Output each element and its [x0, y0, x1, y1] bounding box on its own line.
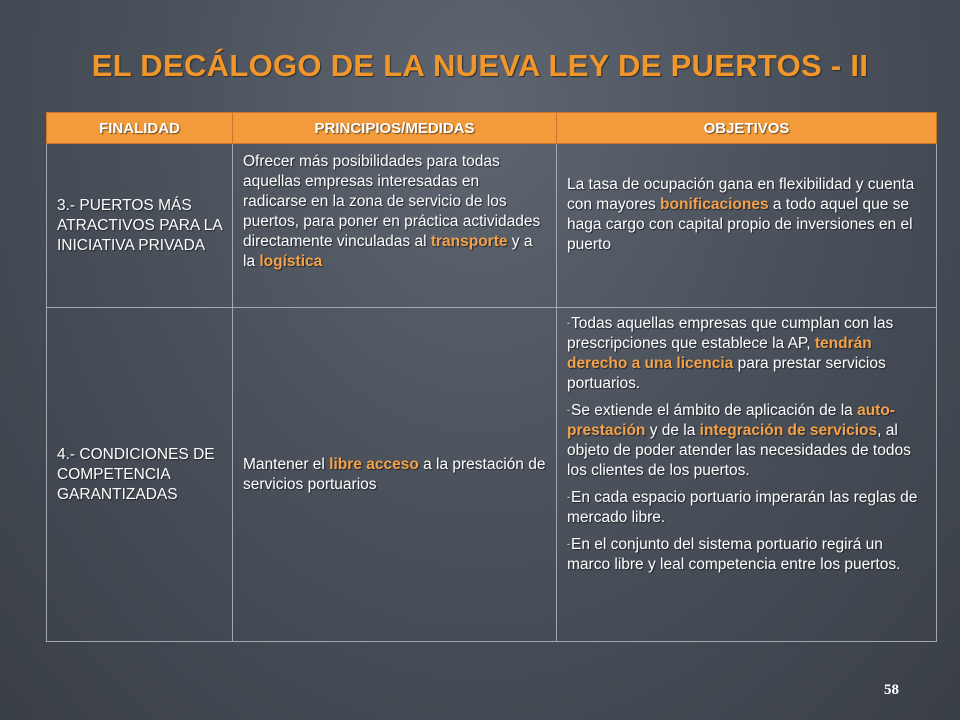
- table-row: [47, 308, 937, 642]
- highlight-libre-acceso: libre acceso: [329, 455, 419, 473]
- highlight-logistica: logística: [259, 253, 323, 270]
- objetivo-text: para prestar servicios portuarios.: [567, 355, 886, 392]
- objetivo-item: [567, 313, 926, 394]
- page-number: 58: [884, 682, 899, 698]
- principios-cell: [233, 308, 557, 642]
- highlight-licencia: tendrán derecho a una licencia: [567, 335, 872, 372]
- bullet-dash: -: [567, 539, 570, 549]
- highlight-bonificaciones: bonificaciones: [660, 195, 769, 213]
- finalidad-text: 4.- CONDICIONES DE COMPETENCIA GARANTIZADAS: [57, 445, 215, 503]
- page-title: EL DECÁLOGO DE LA NUEVA LEY DE PUERTOS - II: [91, 48, 869, 83]
- bullet-dash: -: [567, 405, 570, 415]
- highlight-transporte: transporte: [430, 233, 508, 250]
- objetivos-text: a todo aquel que se haga cargo con capital propio de inversiones en el puerto: [567, 195, 913, 253]
- header-principios-medidas: PRINCIPIOS/MEDIDAS: [233, 113, 557, 144]
- objetivo-text: Todas aquellas empresas que cumplan con las prescripciones que establece la AP,: [567, 315, 894, 352]
- finalidad-cell: [47, 144, 233, 308]
- principios-text: Ofrecer más posibilidades para todas aquellas empresas interesadas en radicarse en la zona de servicio de los puertos, para poner en práctica actividades directamente vinculadas al: [243, 153, 541, 250]
- objetivo-item: [567, 400, 926, 481]
- objetivo-text: En el conjunto del sistema portuario regirá un marco libre y leal competencia entre los puertos.: [567, 536, 901, 573]
- header-objetivos: OBJETIVOS: [557, 113, 937, 144]
- principios-cell: [233, 144, 557, 308]
- objetivo-text: En cada espacio portuario imperarán las reglas de mercado libre.: [567, 489, 918, 526]
- bullet-dash: -: [567, 492, 570, 502]
- principios-text: Mantener el: [243, 455, 330, 473]
- principios-text: y a la: [243, 233, 533, 270]
- finalidad-cell: [47, 308, 233, 642]
- objetivos-cell: [557, 308, 937, 642]
- objetivo-text: Se extiende el ámbito de aplicación de la: [571, 402, 858, 419]
- table-header-row: [47, 113, 937, 144]
- principios-text: a la prestación de servicios portuarios: [243, 455, 546, 493]
- objetivo-item: [567, 534, 926, 575]
- objetivos-cell: [557, 144, 937, 308]
- finalidad-text: 3.- PUERTOS MÁS ATRACTIVOS PARA LA INICIATIVA PRIVADA: [57, 196, 222, 254]
- objetivo-text: y de la: [645, 422, 700, 439]
- decalogo-table: [46, 112, 937, 642]
- bullet-dash: -: [567, 318, 570, 328]
- highlight-auto-prestacion: auto-prestación: [567, 402, 895, 439]
- table-row: [47, 144, 937, 308]
- highlight-integracion-servicios: integración de servicios: [699, 422, 878, 439]
- objetivo-item: [567, 487, 926, 528]
- header-finalidad: FINALIDAD: [47, 113, 233, 144]
- objetivos-text: La tasa de ocupación gana en flexibilidad y cuenta con mayores: [567, 175, 915, 213]
- objetivo-text: , al objeto de poder atender las necesidades de todos los clientes de los puertos.: [567, 422, 911, 479]
